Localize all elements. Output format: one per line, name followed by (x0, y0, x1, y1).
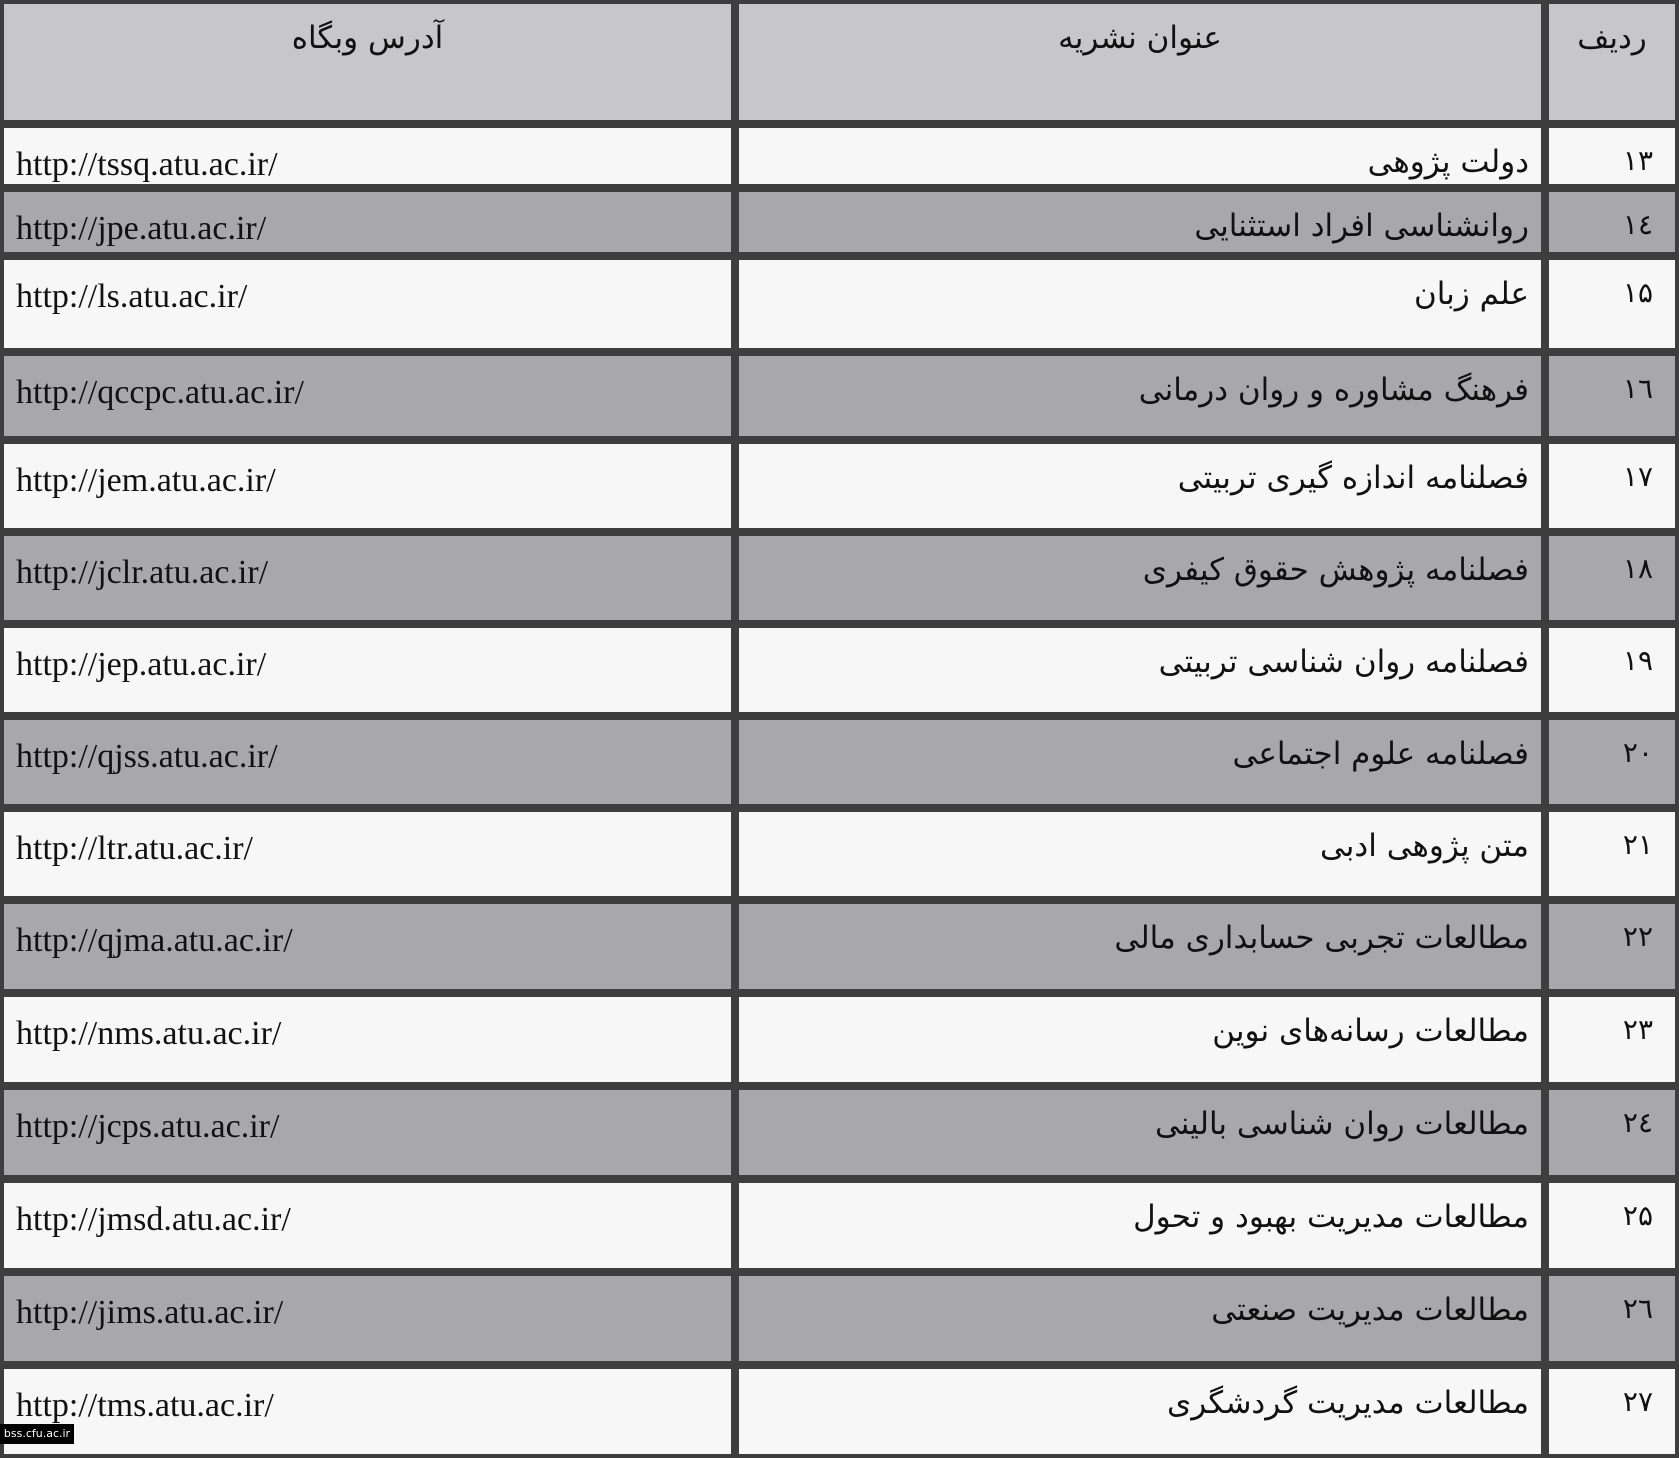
row-number: ۲٤ (1545, 1086, 1679, 1179)
journal-url-link[interactable]: http://jep.atu.ac.ir/ (0, 624, 735, 716)
journal-url-link[interactable]: http://tms.atu.ac.ir/ (0, 1365, 735, 1458)
table-row (0, 993, 1679, 1086)
table-row (0, 716, 1679, 808)
journal-url-link[interactable]: http://jem.atu.ac.ir/ (0, 440, 735, 532)
journal-title: مطالعات روان شناسی بالینی (735, 1086, 1545, 1179)
journal-title: مطالعات مدیریت صنعتی (735, 1272, 1545, 1365)
header-row (0, 0, 1679, 124)
journal-title: مطالعات مدیریت گردشگری (735, 1365, 1545, 1458)
table-row (0, 624, 1679, 716)
row-number: ۲۳ (1545, 993, 1679, 1086)
table-row (0, 352, 1679, 440)
journal-title: مطالعات تجربی حسابداری مالی (735, 900, 1545, 993)
journal-url-link[interactable]: http://qjss.atu.ac.ir/ (0, 716, 735, 808)
row-number: ۲۵ (1545, 1179, 1679, 1272)
journal-url-link[interactable]: http://jims.atu.ac.ir/ (0, 1272, 735, 1365)
row-number: ۲۰ (1545, 716, 1679, 808)
journal-title: فصلنامه اندازه گیری تربیتی (735, 440, 1545, 532)
journal-url-link[interactable]: http://ls.atu.ac.ir/ (0, 256, 735, 352)
journal-url-link[interactable]: http://ltr.atu.ac.ir/ (0, 808, 735, 900)
header-journal-title: عنوان نشریه (735, 0, 1545, 124)
journal-url-link[interactable]: http://jmsd.atu.ac.ir/ (0, 1179, 735, 1272)
table-row (0, 900, 1679, 993)
table-row (0, 256, 1679, 352)
journal-title: دولت پژوهی (735, 124, 1545, 188)
table-row (0, 440, 1679, 532)
table-row (0, 124, 1679, 188)
header-row-number: ردیف (1545, 0, 1679, 124)
journal-url-link[interactable]: http://qccpc.atu.ac.ir/ (0, 352, 735, 440)
row-number: ۱۵ (1545, 256, 1679, 352)
journal-url-link[interactable]: http://jclr.atu.ac.ir/ (0, 532, 735, 624)
table-row (0, 1272, 1679, 1365)
journal-title: مطالعات مدیریت بهبود و تحول (735, 1179, 1545, 1272)
table-row (0, 1365, 1679, 1458)
row-number: ۲۱ (1545, 808, 1679, 900)
row-number: ۱۳ (1545, 124, 1679, 188)
journal-title: روانشناسی افراد استثنایی (735, 188, 1545, 256)
row-number: ۱۷ (1545, 440, 1679, 532)
row-number: ۲۷ (1545, 1365, 1679, 1458)
row-number: ۱۸ (1545, 532, 1679, 624)
journal-title: علم زبان (735, 256, 1545, 352)
journal-url-link[interactable]: http://jpe.atu.ac.ir/ (0, 188, 735, 256)
row-number: ۱٤ (1545, 188, 1679, 256)
table-row (0, 808, 1679, 900)
journal-title: فصلنامه علوم اجتماعی (735, 716, 1545, 808)
table-row (0, 1086, 1679, 1179)
journal-title: فرهنگ مشاوره و روان درمانی (735, 352, 1545, 440)
row-number: ۱٦ (1545, 352, 1679, 440)
journal-url-link[interactable]: http://jcps.atu.ac.ir/ (0, 1086, 735, 1179)
journal-title: متن پژوهی ادبی (735, 808, 1545, 900)
table-row (0, 188, 1679, 256)
journal-url-link[interactable]: http://qjma.atu.ac.ir/ (0, 900, 735, 993)
journal-title: مطالعات رسانه‌های نوین (735, 993, 1545, 1086)
journal-url-link[interactable]: http://nms.atu.ac.ir/ (0, 993, 735, 1086)
row-number: ۲۲ (1545, 900, 1679, 993)
journal-url-link[interactable]: http://tssq.atu.ac.ir/ (0, 124, 735, 188)
header-website-address: آدرس وبگاه (0, 0, 735, 124)
table-row (0, 532, 1679, 624)
site-watermark-logo: bss.cfu.ac.ir (0, 1424, 74, 1444)
row-number: ۱۹ (1545, 624, 1679, 716)
row-number: ۲٦ (1545, 1272, 1679, 1365)
journal-title: فصلنامه روان شناسی تربیتی (735, 624, 1545, 716)
table-row (0, 1179, 1679, 1272)
journal-title: فصلنامه پژوهش حقوق کیفری (735, 532, 1545, 624)
